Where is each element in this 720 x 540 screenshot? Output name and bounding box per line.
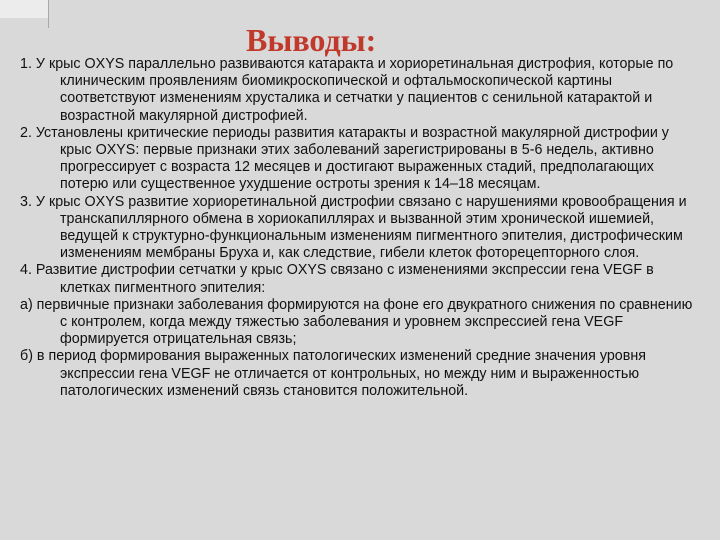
conclusion-1: 1. У крыс OXYS параллельно развиваются катаракта и хориоретинальная дистрофия, которые по клиническим проявлениям биомикроскопической и офтальмоскопической картины соответствуют изменениям хрусталика и сетчатки у пациентов с сенильной катарактой и возрастной макулярной дистрофией.	[20, 56, 674, 124]
corner-decoration	[0, 0, 48, 18]
conclusion-4b: б) в период формирования выраженных патологических изменений средние значения уровня экспрессии гена VEGF не отличается от контрольных, но между ним и выраженностью патологических изменений связь становится положительной.	[20, 348, 646, 399]
conclusions-list	[20, 56, 702, 400]
conclusion-2: 2. Установлены критические периоды развития катаракты и возрастной макулярной дистрофии у крыс OXYS: первые признаки этих заболеваний зарегистрированы в 5-6 недель, активно прогрессирует с возраста 12 месяцев и достигают выраженных стадий, предполагающих потерю или существенное ухудшение остроты зрения к 14–18 месяцам.	[20, 124, 669, 193]
conclusion-4a: а) первичные признаки заболевания формируются на фоне его двукратного снижения по сравнению с контролем, когда между тяжестью заболевания и уровнем экспрессией гена VEGF формируется отрицательная связь;	[20, 296, 693, 348]
corner-divider	[48, 0, 49, 28]
slide-title: Выводы:	[246, 22, 377, 58]
conclusion-3: 3. У крыс OXYS развитие хориоретинальной дистрофии связано с нарушениями кровообращения и транскапиллярного обмена в хориокапиллярах и вызванной этим хронической ишемией, ведущей к структурно-функциональным изменениям пигментного эпителия, дистрофическим изменениям мембраны Бруха и, как следствие, гибели клеток фоторецепторного слоя.	[20, 193, 687, 262]
conclusion-4: 4. Развитие дистрофии сетчатки у крыс OXYS связано с изменениями экспрессии гена VEGF в клетках пигментного эпителия:	[20, 262, 654, 296]
